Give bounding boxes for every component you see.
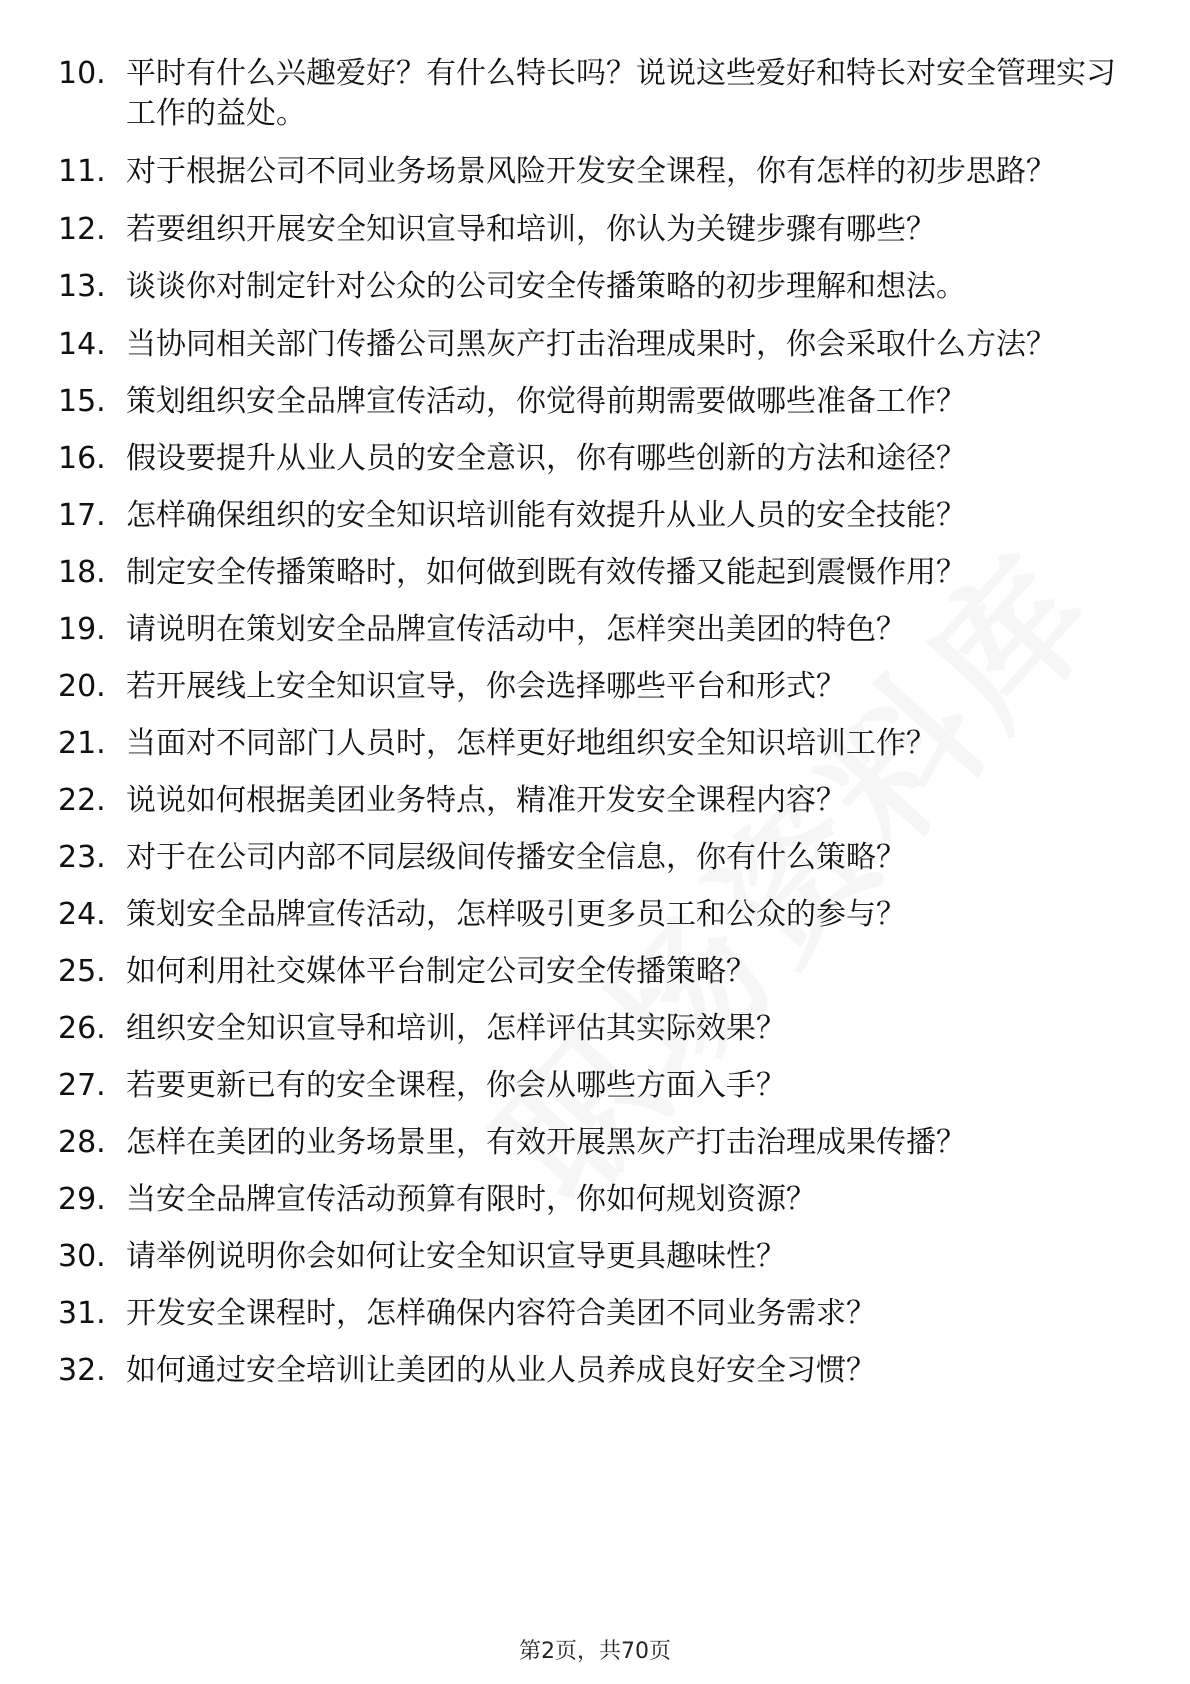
question-number: 21.: [58, 726, 106, 761]
question-number: 28.: [58, 1125, 106, 1160]
list-item: [58, 1009, 1138, 1049]
question-text: 开发安全课程时，怎样确保内容符合美团不同业务需求？: [126, 1296, 876, 1331]
question-text: 若要更新已有的安全课程，你会从哪些方面入手？: [126, 1068, 786, 1103]
list-item: [58, 781, 1138, 821]
question-number: 22.: [58, 783, 106, 818]
question-number: 11.: [58, 154, 106, 189]
list-item: [58, 724, 1138, 764]
question-text: 平时有什么兴趣爱好？有什么特长吗？说说这些爱好和特长对安全管理实习工作的益处。: [126, 56, 1116, 131]
question-text: 怎样在美团的业务场景里，有效开展黑灰产打击治理成果传播？: [126, 1125, 966, 1160]
list-item: [58, 496, 1138, 536]
question-text: 谈谈你对制定针对公众的公司安全传播策略的初步理解和想法。: [126, 269, 966, 304]
question-text: 对于根据公司不同业务场景风险开发安全课程，你有怎样的初步思路？: [126, 154, 1056, 189]
question-text: 假设要提升从业人员的安全意识，你有哪些创新的方法和途径？: [126, 441, 966, 476]
question-number: 18.: [58, 555, 106, 590]
list-item: [58, 382, 1138, 422]
list-item: [58, 54, 1138, 134]
question-number: 12.: [58, 212, 106, 247]
question-text: 如何利用社交媒体平台制定公司安全传播策略？: [126, 954, 756, 989]
question-number: 16.: [58, 441, 106, 476]
question-text: 请说明在策划安全品牌宣传活动中，怎样突出美团的特色？: [126, 612, 906, 647]
question-text: 如何通过安全培训让美团的从业人员养成良好安全习惯？: [126, 1353, 876, 1388]
question-number: 19.: [58, 612, 106, 647]
question-number: 31.: [58, 1296, 106, 1331]
list-item: [58, 667, 1138, 707]
question-text: 若开展线上安全知识宣导，你会选择哪些平台和形式？: [126, 669, 846, 704]
list-item: [58, 895, 1138, 935]
question-text: 制定安全传播策略时，如何做到既有效传播又能起到震慑作用？: [126, 555, 966, 590]
question-list: [58, 54, 1138, 1391]
question-text: 组织安全知识宣导和培训，怎样评估其实际效果？: [126, 1011, 786, 1046]
list-item: [58, 152, 1138, 192]
question-text: 当协同相关部门传播公司黑灰产打击治理成果时，你会采取什么方法？: [126, 327, 1056, 362]
question-number: 17.: [58, 498, 106, 533]
question-number: 20.: [58, 669, 106, 704]
list-item: [58, 838, 1138, 878]
question-number: 14.: [58, 327, 106, 362]
question-text: 当安全品牌宣传活动预算有限时，你如何规划资源？: [126, 1182, 816, 1217]
list-item: [58, 1066, 1138, 1106]
question-number: 25.: [58, 954, 106, 989]
list-item: [58, 1351, 1138, 1391]
list-item: [58, 952, 1138, 992]
question-text: 策划安全品牌宣传活动，怎样吸引更多员工和公众的参与？: [126, 897, 906, 932]
page-number: 第2页，共70页: [519, 1639, 671, 1664]
list-item: [58, 325, 1138, 365]
question-text: 怎样确保组织的安全知识培训能有效提升从业人员的安全技能？: [126, 498, 966, 533]
question-number: 29.: [58, 1182, 106, 1217]
question-number: 30.: [58, 1239, 106, 1274]
question-number: 15.: [58, 384, 106, 419]
list-item: [58, 1123, 1138, 1163]
list-item: [58, 267, 1138, 307]
question-number: 10.: [58, 56, 106, 91]
list-item: [58, 439, 1138, 479]
question-text: 策划组织安全品牌宣传活动，你觉得前期需要做哪些准备工作？: [126, 384, 966, 419]
list-item: [58, 553, 1138, 593]
question-text: 说说如何根据美团业务特点，精准开发安全课程内容？: [126, 783, 846, 818]
list-item: [58, 1180, 1138, 1220]
question-text: 对于在公司内部不同层级间传播安全信息，你有什么策略？: [126, 840, 906, 875]
question-text: 若要组织开展安全知识宣导和培训，你认为关键步骤有哪些？: [126, 212, 936, 247]
question-text: 请举例说明你会如何让安全知识宣导更具趣味性？: [126, 1239, 786, 1274]
question-text: 当面对不同部门人员时，怎样更好地组织安全知识培训工作？: [126, 726, 936, 761]
question-number: 27.: [58, 1068, 106, 1103]
list-item: [58, 210, 1138, 250]
question-number: 24.: [58, 897, 106, 932]
question-number: 26.: [58, 1011, 106, 1046]
question-number: 13.: [58, 269, 106, 304]
list-item: [58, 610, 1138, 650]
list-item: [58, 1294, 1138, 1334]
question-number: 23.: [58, 840, 106, 875]
question-number: 32.: [58, 1353, 106, 1388]
list-item: [58, 1237, 1138, 1277]
